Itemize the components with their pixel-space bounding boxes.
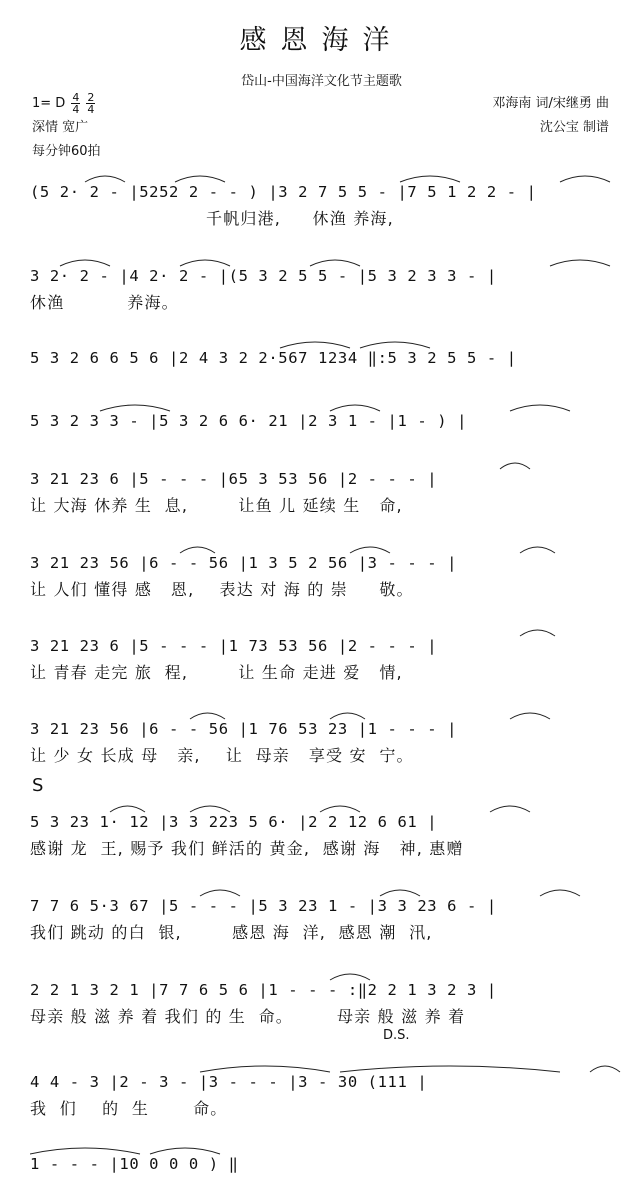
lyrics-line: 感谢 龙 王, 赐予 我们 鲜活的 黄金, 感谢 海 神, 惠赠 bbox=[30, 839, 464, 858]
lyrics-line: 让 人们 懂得 感 恩, 表达 对 海 的 崇 敬。 bbox=[30, 580, 414, 599]
time-top-a: 4 bbox=[72, 91, 80, 104]
credits: 邓海南 词/宋继勇 曲 bbox=[492, 96, 609, 111]
notation-line: 3 21 23 56 |6 - - 56 |1 3 5 2 56 |3 - - - | bbox=[30, 554, 458, 572]
lyrics-line: 休渔 养海。 bbox=[30, 293, 179, 312]
song-subtitle: 岱山-中国海洋文化节主题歌 bbox=[241, 74, 402, 89]
tempo-mark: 每分钟60拍 bbox=[32, 144, 101, 159]
notation-line: 3 21 23 56 |6 - - 56 |1 76 53 23 |1 - - - | bbox=[30, 720, 458, 738]
notation-line: 2 2 1 3 2 1 |7 7 6 5 6 |1 - - - :‖2 2 1 3 2 3 | bbox=[30, 981, 497, 999]
notation-line: 5 3 2 6 6 5 6 |2 4 3 2 2·567 1234 ‖:5 3 2 5 5 - | bbox=[30, 349, 517, 367]
notation-line: 4 4 - 3 |2 - 3 - |3 - - - |3 - 30 (111 | bbox=[30, 1073, 428, 1091]
expression-mark: 深情 宽广 bbox=[32, 120, 89, 135]
notation-line: 3 21 23 6 |5 - - - |1 73 53 56 |2 - - - | bbox=[30, 637, 438, 655]
time-bottom-b: 4 bbox=[87, 103, 95, 116]
lyrics-line: 让 青春 走完 旅 程, 让 生命 走进 爱 情, bbox=[30, 663, 403, 682]
lyrics-line: 让 大海 休养 生 息, 让鱼 儿 延续 生 命, bbox=[30, 496, 403, 515]
song-title: 感恩海洋 bbox=[239, 25, 404, 56]
time-signature-a bbox=[71, 93, 80, 115]
dal-segno-mark: D.S. bbox=[383, 1028, 410, 1043]
key-signature bbox=[32, 92, 95, 116]
lyrics-line: 让 少 女 长成 母 亲, 让 母亲 享受 安 宁。 bbox=[30, 746, 414, 765]
segno-mark: S bbox=[32, 775, 44, 796]
arranger: 沈公宝 制谱 bbox=[539, 120, 609, 135]
notation-line: 5 3 23 1· 12 |3 3 223 5 6· |2 2 12 6 61 | bbox=[30, 813, 438, 831]
time-signature-b bbox=[86, 93, 95, 115]
notation-line: 3 21 23 6 |5 - - - |65 3 53 56 |2 - - - | bbox=[30, 470, 438, 488]
notation-line: 3 2· 2 - |4 2· 2 - |(5 3 2 5 5 - |5 3 2 3 3 - | bbox=[30, 267, 497, 285]
time-bottom-a: 4 bbox=[72, 103, 80, 116]
lyrics-line: 我 们 的 生 命。 bbox=[30, 1099, 228, 1118]
lyrics-line: 千帆归港, 休渔 养海, bbox=[30, 209, 394, 228]
lyrics-line: 我们 跳动 的白 银, 感恩 海 洋, 感恩 潮 汛, bbox=[30, 923, 433, 942]
notation-line: (5 2· 2 - |5252 2 - - ) |3 2 7 5 5 - |7 5 1 2 2 - | bbox=[30, 183, 537, 201]
notation-line: 5 3 2 3 3 - |5 3 2 6 6· 21 |2 3 1 - |1 - ) | bbox=[30, 412, 467, 430]
notation-line: 7 7 6 5·3 67 |5 - - - |5 3 23 1 - |3 3 23 6 - | bbox=[30, 897, 497, 915]
score-meta-right bbox=[492, 92, 609, 140]
lyrics-line: 母亲 般 滋 养 着 我们 的 生 命。 母亲 般 滋 养 着 bbox=[30, 1007, 466, 1026]
time-top-b: 2 bbox=[87, 91, 95, 104]
score-meta-left bbox=[32, 92, 101, 164]
notation-line: 1 - - - |10 0 0 0 ) ‖ bbox=[30, 1155, 239, 1173]
key-label: 1= D bbox=[32, 96, 66, 111]
